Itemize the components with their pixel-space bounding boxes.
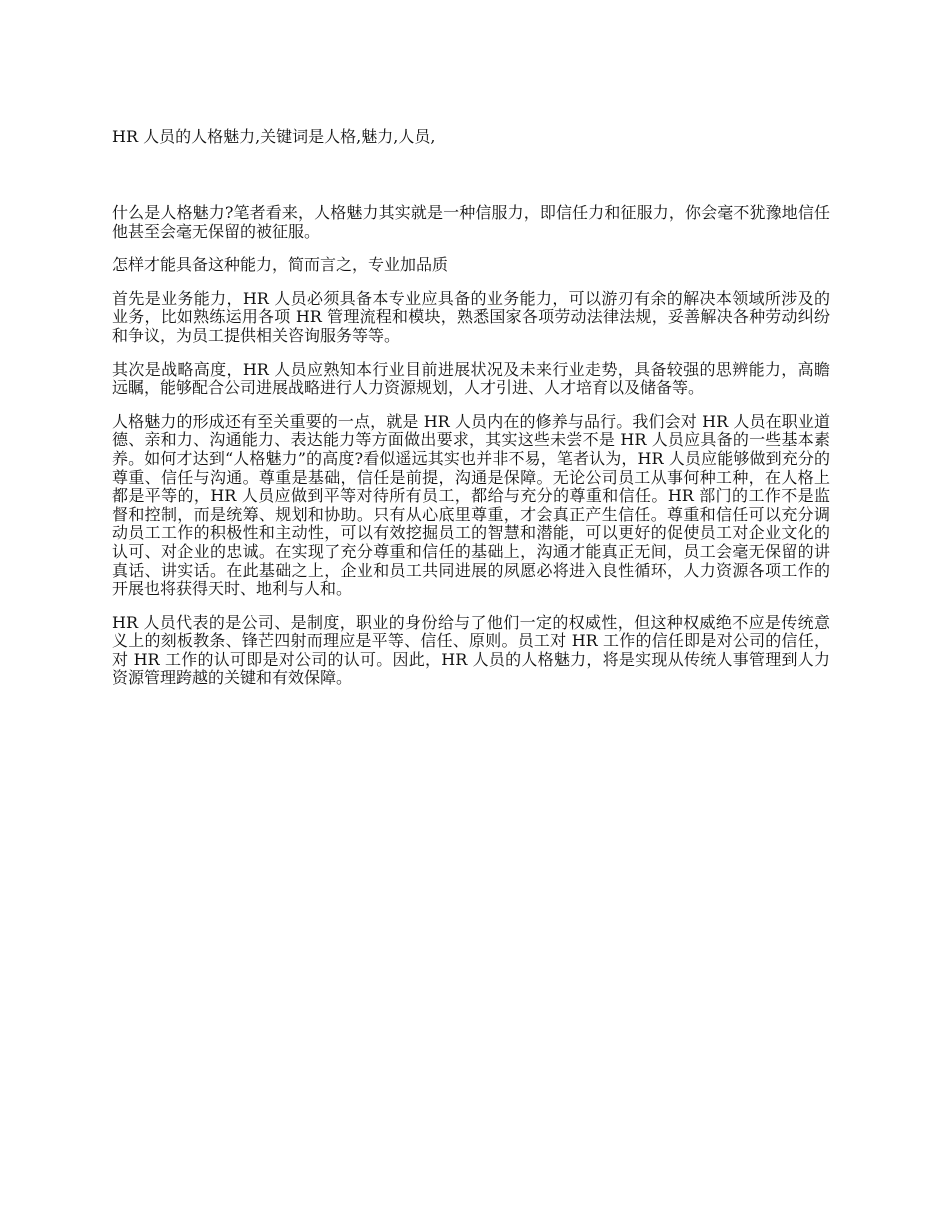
document-heading: HR 人员的人格魅力,关键词是人格,魅力,人员,	[112, 127, 436, 146]
paragraph: 其次是战略高度，HR 人员应熟知本行业目前进展状况及未来行业走势，具备较强的思辨能力，高瞻远瞩，能够配合公司进展战略进行人力资源规划，人才引进、人才培育以及储备等。	[112, 359, 830, 398]
paragraph: 怎样才能具备这种能力，简而言之，专业加品质	[112, 255, 449, 275]
paragraph: 首先是业务能力，HR 人员必须具备本专业应具备的业务能力，可以游刃有余的解决本领域所涉及的业务，比如熟练运用各项 HR 管理流程和模块，熟悉国家各项劳动法律法规，妥善解决各种劳动纠纷和争议，为员工提供相关咨询服务等等。	[112, 288, 830, 345]
paragraph: 人格魅力的形成还有至关重要的一点，就是 HR 人员内在的修养与品行。我们会对 HR 人员在职业道德、亲和力、沟通能力、表达能力等方面做出要求，其实这些未尝不是 HR 人员应具备的一些基本素养。如何才达到“人格魅力”的高度?看似遥远其实也并非不易，笔者认为，HR 人员应能够做到充分的尊重、信任与沟通。尊重是基础，信任是前提，沟通是保障。无论公司员工从事何种工种，在人格上都是平等的，HR 人员应做到平等对待所有员工，都给与充分的尊重和信任。HR 部门的工作不是监督和控制，而是统筹、规划和协助。只有从心底里尊重，才会真正产生信任。尊重和信任可以充分调动员工工作的积极性和主动性，可以有效挖掘员工的智慧和潜能，可以更好的促使员工对企业文化的认可、对企业的忠诚。在实现了充分尊重和信任的基础上，沟通才能真正无间，员工会毫无保留的讲真话、讲实话。在此基础之上，企业和员工共同进展的夙愿必将进入良性循环，人力资源各项工作的开展也将获得天时、地利与人和。	[112, 411, 830, 599]
paragraph: 什么是人格魅力?笔者看来，人格魅力其实就是一种信服力，即信任力和征服力，你会毫不犹豫地信任他甚至会毫无保留的被征服。	[112, 203, 830, 241]
paragraph: HR 人员代表的是公司、是制度，职业的身份给与了他们一定的权威性，但这种权威绝不应是传统意义上的刻板教条、锋芒四射而理应是平等、信任、原则。员工对 HR 工作的信任即是对公司的信任，对 HR 工作的认可即是对公司的认可。因此，HR 人员的人格魅力，将是实现从传统人事管理到人力资源管理跨越的关键和有效保障。	[112, 612, 830, 688]
document-page	[112, 126, 830, 703]
